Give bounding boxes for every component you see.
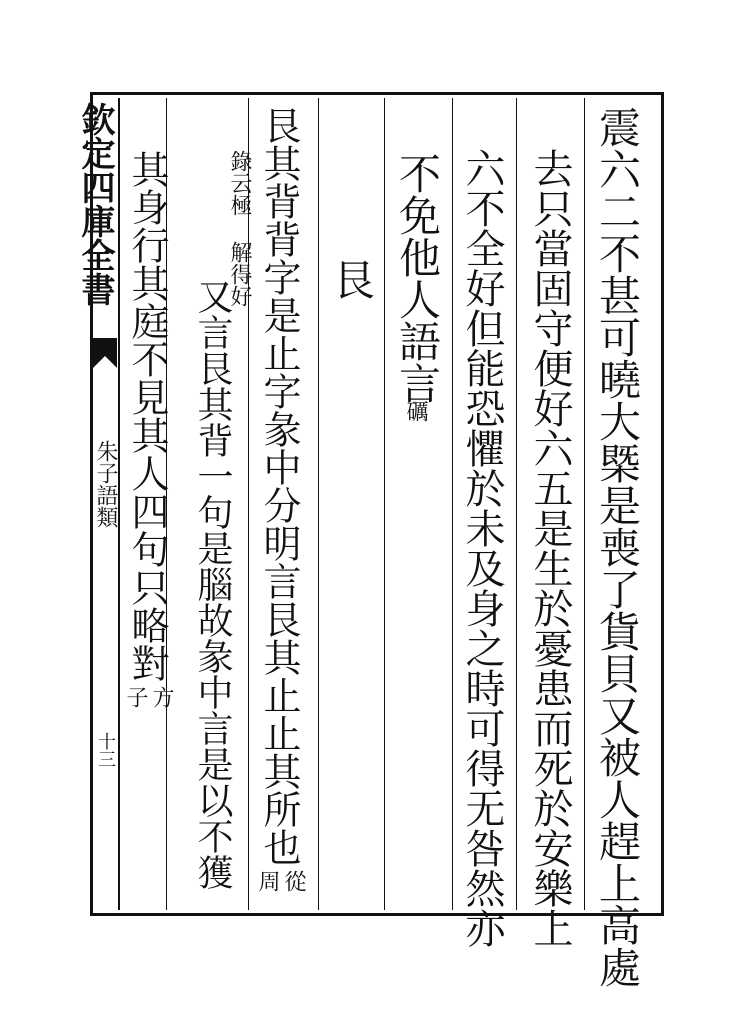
text-column-4: 不免他人語言 bbox=[393, 152, 442, 404]
text-column-6: 艮其背背字是止字彖中分明言艮其止止其所也 bbox=[257, 106, 301, 866]
book-series-title: 欽定四庫全書 bbox=[75, 102, 115, 306]
text-column-7: 又言艮其背一句是腦故彖中言是以不獲 bbox=[192, 278, 233, 890]
column-divider bbox=[384, 98, 385, 910]
page-outer-border bbox=[90, 92, 664, 916]
annotation-note: 礪 bbox=[403, 400, 428, 422]
annotation-note-a: 從 bbox=[281, 870, 306, 892]
annotation-note-a: 方 bbox=[149, 686, 174, 708]
text-column-1: 震六二不甚可曉大槩是喪了貨貝又被人趕上高處 bbox=[593, 106, 642, 988]
annotation-note-b: 子 bbox=[123, 686, 148, 708]
book-title: 朱子語類 bbox=[93, 440, 118, 528]
section-heading: 艮 bbox=[327, 258, 376, 300]
page-number: 十三 bbox=[95, 732, 116, 768]
column-divider bbox=[452, 98, 453, 910]
column-divider bbox=[516, 98, 517, 910]
annotation-note-col: 錄云極 解得好 bbox=[227, 150, 252, 307]
text-column-2: 去只當固守便好六五是生於憂患而死於安樂上 bbox=[527, 148, 573, 948]
column-divider bbox=[318, 98, 319, 910]
text-column-3: 六不全好但能恐懼於未及身之時可得无咎然亦 bbox=[459, 148, 505, 948]
column-divider bbox=[584, 98, 585, 910]
annotation-note-b: 周 bbox=[255, 870, 280, 892]
text-column-8: 其身行其庭不見其人四句只略對 bbox=[125, 150, 169, 682]
